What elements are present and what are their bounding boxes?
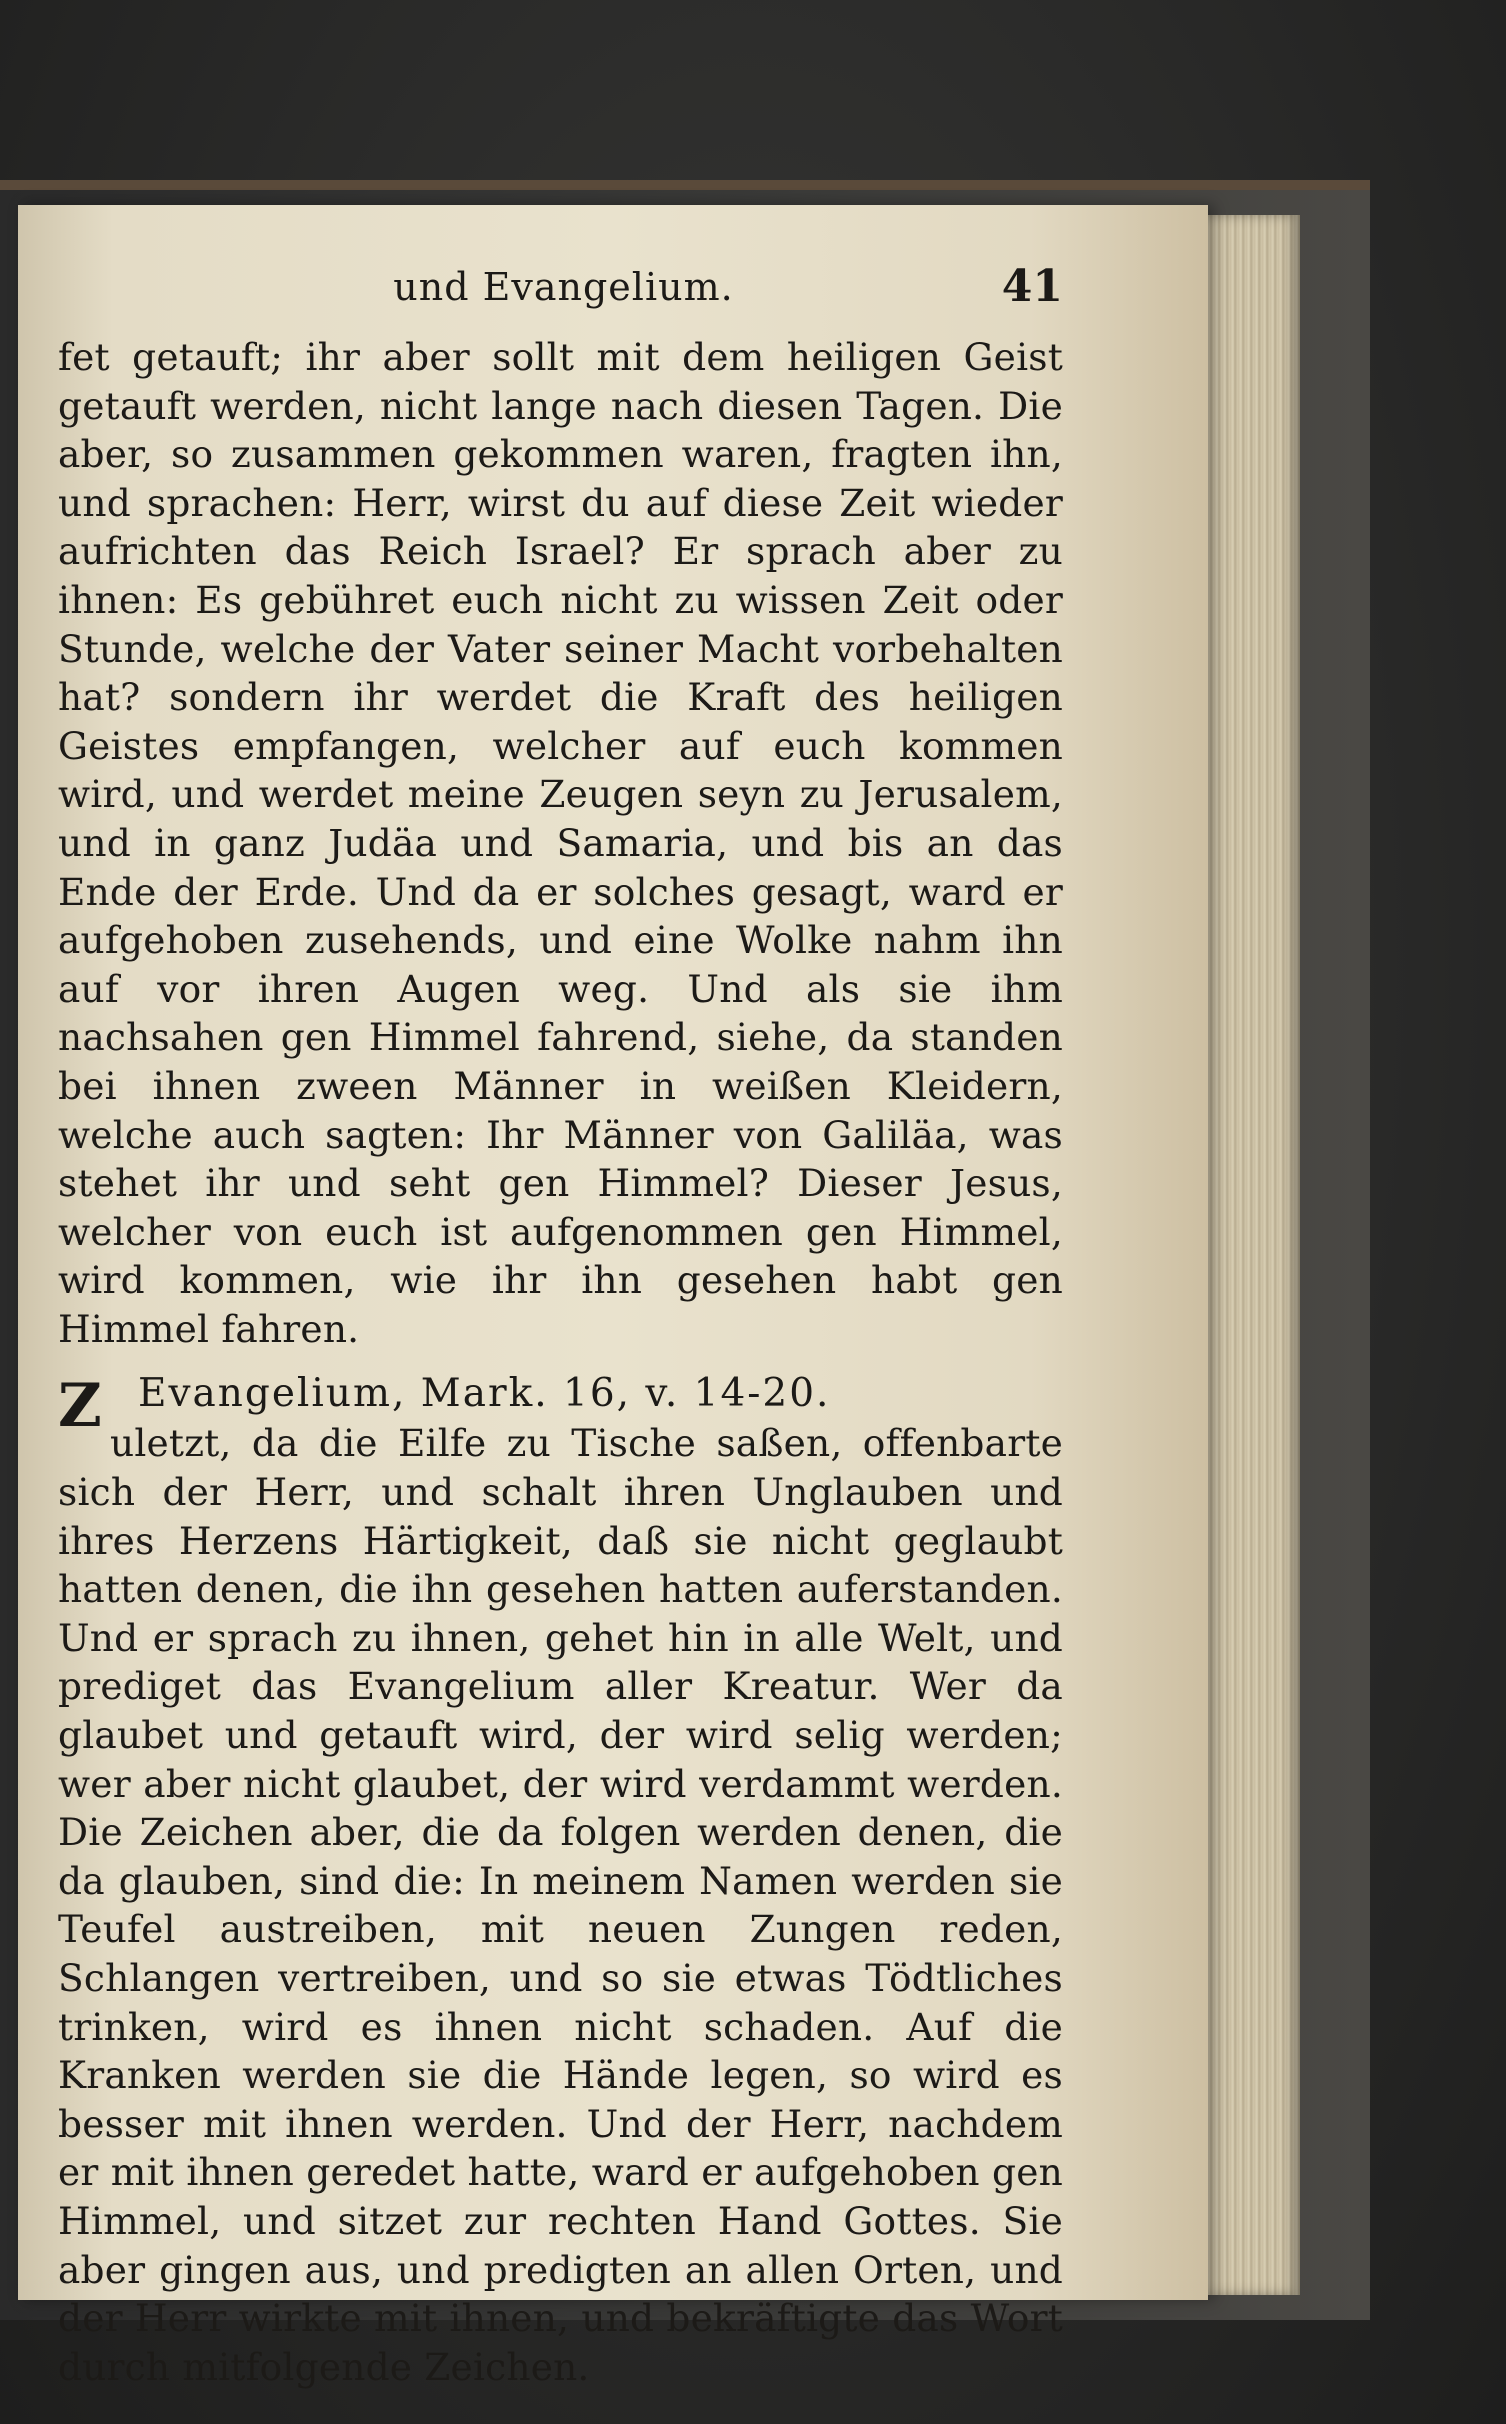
page-number: 41: [1001, 261, 1063, 312]
paragraph-gospel-text: uletzt, da die Eilfe zu Tische saßen, offenbarte sich der Herr, und schalt ihren Unglauben und ihres Herzens Härtigkeit, daß sie nicht geglaubt hatten denen, die ihn gesehen hatten auferstanden. Und er sprach zu ihnen, gehet hin in alle Welt, und prediget das Evangelium aller Kreatur. Wer da glaubet und getauft wird, der wird selig werden; wer aber nicht glaubet, der wird verdammt werden. Die Zeichen aber, die da folgen werden denen, die da glauben, sind die: In meinem Namen werden sie Teufel austreiben, mit neuen Zungen reden, Schlangen vertreiben, und so sie etwas Tödtliches trinken, wird es ihnen nicht schaden. Auf die Kranken werden sie die Hände legen, so wird es besser mit ihnen werden. Und der Herr, nachdem er mit ihnen geredet hatte, ward er aufgehoben gen Himmel, und sitzet zur rechten Hand Gottes. Sie aber gingen aus, und predigten an allen Orten, und der Herr wirkte mit ihnen, und bekräftigte das Wort durch mitfolgende Zeichen.: [58, 1421, 1063, 2389]
running-head: [64, 261, 1063, 321]
running-title: und Evangelium.: [393, 265, 734, 309]
section-heading: Evangelium, Mark. 16, v. 14-20.: [138, 1371, 831, 1417]
book-page: [18, 205, 1208, 2389]
page-content: [58, 261, 1063, 2391]
paragraph-acts: fet getauft; ihr aber sollt mit dem heiligen Geist getauft werden, nicht lange nach diesen Tagen. Die aber, so zusammen gekommen waren, fragten ihn, und sprachen: Herr, wirst du auf diese Zeit wieder aufrichten das Reich Israel? Er sprach aber zu ihnen: Es gebühret euch nicht zu wissen Zeit oder Stunde, welche der Vater seiner Macht vorbehalten hat? sondern ihr werdet die Kraft des heiligen Geistes empfangen, welcher auf euch kommen wird, und werdet meine Zeugen seyn zu Jerusalem, und in ganz Judäa und Samaria, und bis an das Ende der Erde. Und da er solches gesagt, ward er aufgehoben zusehends, und eine Wolke nahm ihn auf vor ihren Augen weg. Und als sie ihm nachsahen gen Himmel fahrend, siehe, da standen bei ihnen zween Männer in weißen Kleidern, welche auch sagten: Ihr Männer von Galiläa, was stehet ihr und seht gen Himmel? Dieser Jesus, welcher von euch ist aufgenommen gen Himmel, wird kommen, wie ihr ihn gesehen habt gen Himmel fahren.: [58, 335, 1063, 1351]
drop-initial: Z: [58, 1371, 102, 1442]
